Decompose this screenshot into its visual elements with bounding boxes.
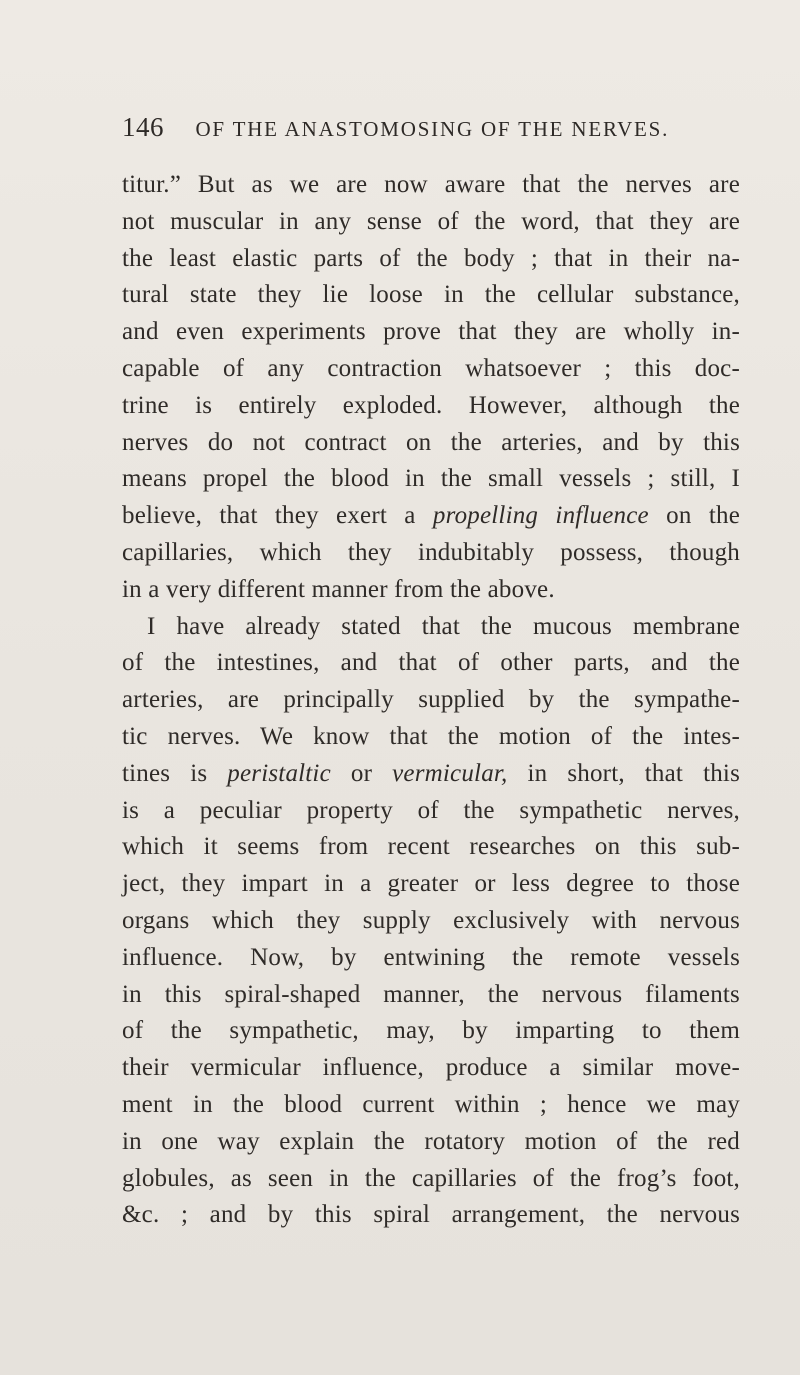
text-line [122, 461, 740, 498]
text-segment: titur.” But as we are now aware that the nerves are [122, 171, 740, 198]
text-segment: ment in the blood current within ; hence we may [122, 1090, 740, 1118]
text-segment: ject, they impart in a greater or less degree to those [122, 870, 740, 898]
text-line [122, 645, 740, 682]
text-line [122, 535, 740, 572]
text-line [122, 682, 740, 719]
text-segment: nerves do not contract on the arteries, and by this [122, 428, 740, 456]
text-segment: believe, that they exert a [122, 502, 433, 530]
text-line [122, 1087, 740, 1124]
text-segment: in a very different manner from the above. [122, 575, 555, 603]
text-line [122, 719, 740, 756]
text-segment: is a peculiar property of the sympathetic nerves, [122, 796, 740, 824]
text-segment: on the [648, 502, 740, 530]
text-segment: globules, as seen in the capillaries of the frog’s foot, [122, 1164, 740, 1192]
text-segment: not muscular in any sense of the word, that they are [122, 207, 740, 235]
text-segment: and even experiments prove that they are wholly in- [122, 318, 740, 346]
text-line [122, 1197, 740, 1234]
italic-text: peristaltic [227, 759, 331, 787]
page-number: 146 [122, 112, 164, 142]
text-segment: which it seems from recent researches on this sub- [122, 833, 740, 861]
text-segment: influence. Now, by entwining the remote vessels [122, 943, 740, 971]
text-line [122, 866, 740, 903]
text-segment: in this spiral-shaped manner, the nervous filaments [122, 980, 740, 1008]
text-segment: the least elastic parts of the body ; that in their na- [122, 244, 740, 272]
page-header [122, 107, 742, 147]
text-line [122, 756, 740, 793]
text-line [122, 204, 740, 241]
text-segment: means propel the blood in the small vessels ; still, I [122, 465, 740, 493]
text-line [122, 1161, 740, 1198]
text-segment: of the intestines, and that of other parts, and the [122, 649, 740, 677]
text-segment: of the sympathetic, may, by imparting to them [122, 1017, 740, 1045]
text-line [122, 351, 740, 388]
text-segment: in one way explain the rotatory motion of the red [122, 1127, 740, 1155]
text-segment: capillaries, which they indubitably possess, though [122, 538, 740, 566]
text-line [122, 829, 740, 866]
text-line [122, 167, 740, 204]
text-segment: tic nerves. We know that the motion of the intes- [122, 722, 740, 750]
text-line [122, 277, 740, 314]
text-line [122, 498, 740, 535]
running-title: OF THE ANASTOMOSING OF THE NERVES. [195, 117, 670, 141]
text-line [122, 903, 740, 940]
text-line [122, 388, 740, 425]
text-segment: in short, that this [507, 759, 740, 787]
text-line [122, 977, 740, 1014]
text-line [122, 793, 740, 830]
text-line [122, 572, 740, 609]
italic-text: propelling influence [432, 502, 649, 530]
text-segment: trine is entirely exploded. However, although the [122, 391, 740, 419]
text-segment: or [330, 759, 393, 787]
text-line [122, 609, 740, 646]
body-text [122, 167, 740, 1234]
text-line [122, 425, 740, 462]
text-segment: tural state they lie loose in the cellular substance, [122, 281, 740, 309]
italic-text: vermicular, [392, 759, 508, 787]
text-segment: arteries, are principally supplied by the sympathe- [122, 686, 740, 714]
text-line [122, 940, 740, 977]
text-segment: capable of any contraction whatsoever ; this doc- [122, 354, 740, 382]
text-line [122, 314, 740, 351]
text-segment: tines is [122, 759, 228, 787]
text-segment: I have already stated that the mucous membrane [147, 612, 740, 640]
text-segment: organs which they supply exclusively with nervous [122, 906, 740, 934]
text-segment: &c. ; and by this spiral arrangement, the nervous [122, 1201, 740, 1229]
text-segment: their vermicular influence, produce a similar move- [122, 1054, 740, 1082]
text-line [122, 241, 740, 278]
text-line [122, 1124, 740, 1161]
text-line [122, 1050, 740, 1087]
text-line [122, 1013, 740, 1050]
